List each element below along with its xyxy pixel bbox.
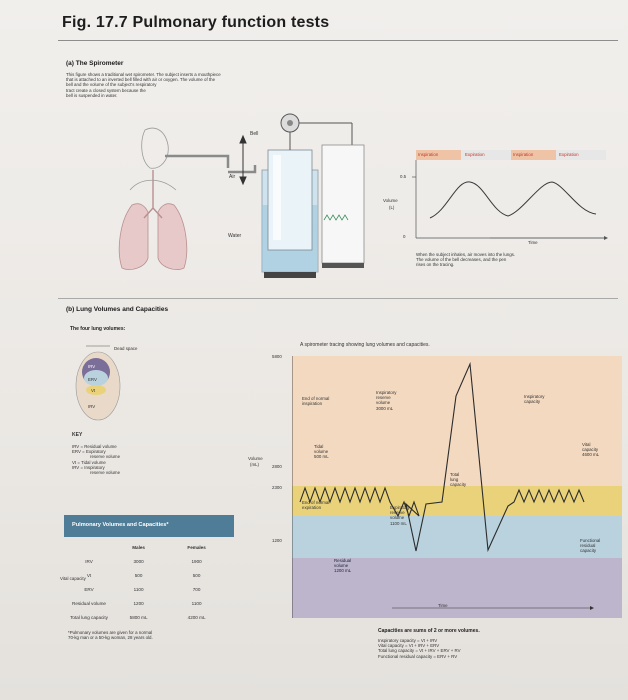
caption-line-2: The volume of the bell decreases, and the pen [416, 257, 507, 263]
annotation-end-normal-inspiration: End of normal inspiration [302, 396, 330, 407]
y-axis-label: Volume [248, 456, 263, 461]
caption-line-3: rises on the tracing. [416, 262, 455, 268]
lung-volumes-diagram [70, 340, 190, 430]
volume-unit-label: (L) [389, 205, 395, 210]
time-label-a: Time [528, 240, 538, 245]
phase-label-3: Inspiration [513, 152, 534, 157]
y-tick-2800: 2800 [272, 464, 282, 469]
y-tick-5800: 5800 [272, 354, 282, 359]
capacity-line-2: Vital capacity = Vt + IRV + ERV [378, 643, 440, 649]
desc-line-5: bell is suspended in water. [66, 92, 118, 98]
capacities-title: Capacities are sums of 2 or more volumes. [378, 628, 480, 634]
tracing-caption: A spirometer tracing showing lung volumes and capacities. [300, 342, 430, 348]
lung-label-rv: IRV [88, 364, 96, 369]
section-b-heading: (b) Lung Volumes and Capacities [66, 306, 169, 313]
section-b-subheading: The four lung volumes: [70, 326, 126, 332]
tick-0-label: 0 [403, 234, 406, 239]
key-item-4: Vt = Tidal volume [72, 459, 106, 465]
annotation-end-normal-expiration: End of normal expiration [302, 500, 330, 511]
desc-line-1: This figure shows a traditional wet spirometer. The subject inserts a mouthpiece [66, 72, 221, 77]
capacity-line-4: Functional residual capacity = ERV + RV [378, 653, 458, 659]
section-a-caption [416, 252, 616, 268]
desc-line-4: tract create a closed system because the [66, 87, 146, 93]
table-header-row [68, 540, 226, 554]
annotation-irv: Inspiratory reserve volume 3000 mL [376, 390, 397, 411]
tick-05-label: 0.5 [400, 174, 407, 179]
desc-line-2: that is attached to an inverted bell filled with air or oxygen. The volume of the [66, 77, 216, 83]
lung-label-vt: Vt [91, 388, 96, 393]
vt-band [292, 486, 622, 516]
table-footnote [68, 630, 238, 640]
tank-base [264, 272, 316, 278]
water-label: Water [228, 233, 242, 239]
annotation-total-lung-capacity: Total lung capacity [450, 472, 467, 488]
lungs-illustration [119, 128, 187, 269]
simple-tracing-plot [400, 150, 615, 250]
phase-label-4: Expiration [559, 152, 579, 157]
table-row: Vt 500 500 [86, 572, 201, 578]
air-label: Air [229, 174, 236, 180]
capacities-list [378, 638, 618, 659]
annotation-rv: Residual volume 1200 mL [334, 558, 352, 574]
key-title: KEY [72, 432, 83, 438]
key-item-2: ERV = Expiratory [72, 449, 106, 455]
y-tick-2300: 2300 [272, 485, 282, 490]
vital-capacity-group-label: Vital capacity [60, 576, 86, 581]
annotation-inspiratory-capacity: Inspiratory capacity [524, 394, 545, 405]
table-row: ERV 1100 700 [84, 586, 201, 592]
table-row: IRV 3000 1900 [85, 558, 202, 564]
key-item-6: reserve volume [90, 470, 121, 476]
annotation-tidal-volume: Tidal volume 500 mL [314, 444, 329, 460]
key-item-3: reserve volume [90, 454, 121, 460]
section-a-heading: (a) The Spirometer [66, 60, 124, 67]
capacity-line-3: Total lung capacity = Vt + IRV + ERV + RV [378, 648, 461, 654]
table-row: Residual volume 1200 1100 [72, 600, 202, 606]
table-row: Total lung capacity 5800 mL 4200 mL [70, 614, 206, 620]
volumes-table [68, 540, 226, 624]
bell-label: Bell [250, 131, 259, 137]
erv-band [292, 516, 622, 558]
tracing-curve [430, 182, 596, 218]
recording-drum [322, 145, 364, 263]
lung-label-erv: ERV [88, 377, 97, 382]
footnote-line-1: *Pulmonary volumes are given for a normal [68, 630, 153, 635]
volume-label: Volume [383, 198, 398, 203]
footnote-line-2: 70-kg man or a 50-kg woman, 28 years old. [68, 635, 153, 641]
section-rule [58, 298, 618, 299]
phase-label-2: Expiration [465, 152, 485, 157]
air-arrows [240, 136, 246, 184]
capacity-line-1: Inspiratory capacity = Vt + IRV [378, 638, 438, 643]
figure-title: Fig. 17.7 Pulmonary function tests [62, 14, 330, 31]
annotation-frc: Functional residual capacity [580, 538, 601, 554]
col-females: Females [187, 544, 206, 550]
lung-label-irv: IRV [88, 404, 96, 409]
volumes-table-title: Pulmonary Volumes and Capacities* [72, 522, 169, 528]
key-list [72, 444, 222, 475]
caption-line-1: When the subject inhales, air moves into the lungs. [416, 252, 516, 257]
key-item-5: IRV = Inspiratory [72, 464, 105, 470]
desc-line-3: bell and the volume of the subject's respiratory [66, 82, 157, 88]
annotation-erv: Expiratory reserve volume 1100 mL [390, 505, 410, 526]
col-males: Males [132, 544, 145, 550]
y-axis-unit: (mL) [250, 462, 260, 467]
key-item-1: IRV = Residual volume [72, 444, 117, 449]
tracing-time-label: Time [438, 603, 448, 608]
phase-label-1: Inspiration [418, 152, 439, 157]
volumes-table-header [64, 515, 234, 537]
dead-space-label: Dead space [114, 346, 138, 351]
annotation-vital-capacity: Vital capacity 4600 mL [582, 442, 600, 458]
irv-band [292, 356, 622, 486]
y-tick-1200: 1200 [272, 538, 282, 543]
